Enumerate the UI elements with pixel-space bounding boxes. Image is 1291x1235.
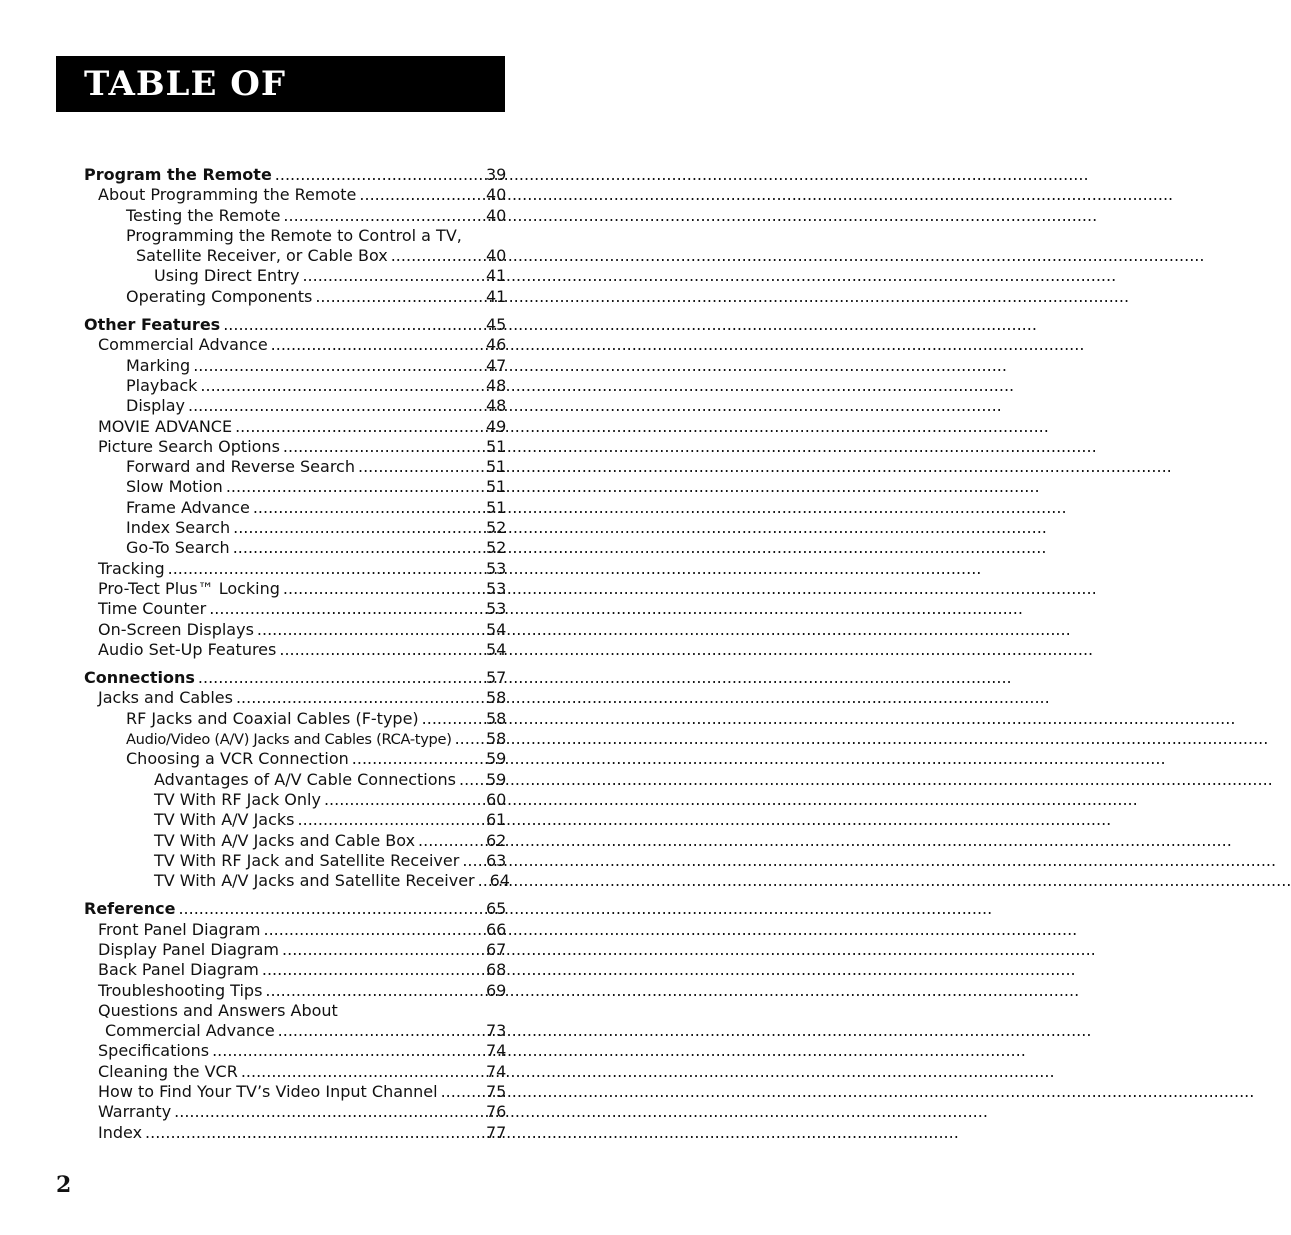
dot-leader [279,640,480,660]
toc-entry[interactable] [84,1021,505,1041]
dot-leader [391,246,480,266]
toc-page-number: 40 [486,185,507,205]
dot-leader [283,437,480,457]
toc-page-number: 73 [486,1021,507,1041]
toc-section [84,165,505,307]
dot-leader [226,477,480,497]
toc-entry[interactable] [84,335,505,355]
toc-page-number: 60 [486,789,507,809]
toc-entry[interactable] [84,266,505,286]
toc-entry-title: Front Panel Diagram [98,919,261,939]
toc-entry-title: Audio/Video (A/V) Jacks and Cables (RCA-type) [126,731,452,749]
toc-page-number: 41 [486,286,507,306]
toc-entry-title: Go-To Search [126,538,230,558]
toc-entry[interactable] [84,356,505,376]
dot-leader [145,1123,480,1143]
toc-entry[interactable] [84,871,510,891]
dot-leader [236,688,480,708]
toc-entry-title: Advantages of A/V Cable Connections [154,769,456,789]
toc-page-number: 51 [486,497,507,517]
toc-section [84,899,505,1143]
toc-page-number: 48 [486,396,507,416]
toc-section [84,315,505,660]
toc-entry[interactable] [84,457,505,477]
toc-entry[interactable] [84,287,505,307]
toc-entry[interactable] [84,1062,505,1082]
toc-entry-title: Commercial Advance [105,1021,275,1041]
dot-leader [359,185,480,205]
toc-entry[interactable] [84,640,505,660]
dot-leader [283,206,480,226]
toc-entry-title: Operating Components [126,286,313,306]
toc-page-number: 51 [486,477,507,497]
dot-leader [178,899,480,919]
toc-entry[interactable] [84,688,505,708]
toc-page-number: 65 [486,899,507,919]
toc-page-number: 68 [486,960,507,980]
toc-section-heading[interactable] [84,165,505,185]
toc-entry-title: On-Screen Displays [98,619,254,639]
toc-page-number: 59 [486,749,507,769]
toc-entry-title: Programming the Remote to Control a TV, [126,225,462,245]
toc-entry[interactable] [84,709,505,729]
toc-entry[interactable] [84,437,505,457]
toc-entry-title: Tracking [98,558,165,578]
toc-entry-title: Marking [126,355,191,375]
toc-entry-title: TV With A/V Jacks and Cable Box [154,830,416,850]
toc-entry-title: Cleaning the VCR [98,1061,238,1081]
toc-entry[interactable] [84,810,505,830]
dot-leader [455,729,480,749]
toc-page-number: 74 [486,1061,507,1081]
dot-leader [253,498,480,518]
toc-entry-title: Display Panel Diagram [98,939,280,959]
dot-leader [265,981,480,1001]
toc-entry-title: Index [98,1122,143,1142]
toc-page-number: 75 [486,1082,507,1102]
toc-page-number: 40 [486,205,507,225]
toc-entry[interactable] [84,851,505,871]
toc-section-heading[interactable] [84,899,505,919]
toc-entry[interactable] [84,559,505,579]
toc-page-number: 58 [486,708,507,728]
dot-leader [188,396,480,416]
toc-page-number: 53 [486,578,507,598]
toc-entry[interactable] [84,226,505,246]
toc-page-number: 59 [486,769,507,789]
toc-entry[interactable] [84,790,505,810]
toc-entry[interactable] [84,1041,505,1061]
toc-page-number: 39 [486,165,507,184]
toc-page-number: 45 [486,315,507,335]
dot-leader [257,620,480,640]
dot-leader [223,315,480,335]
toc-entry[interactable] [84,396,505,416]
toc-entry-title: Index Search [126,518,231,538]
dot-leader [233,538,480,558]
toc-entry[interactable] [84,940,505,960]
toc-page-number: 66 [486,919,507,939]
section-gap [84,891,505,899]
toc-entry-title: Choosing a VCR Connection [126,749,349,769]
dot-leader [282,940,480,960]
toc-entry[interactable] [84,518,505,538]
toc-page-number: 57 [486,668,507,688]
toc-entry-title: Frame Advance [126,497,250,517]
dot-leader [264,920,481,940]
toc-entry[interactable] [84,1123,505,1143]
table-of-contents [84,165,510,1143]
toc-entry-title: MOVIE ADVANCE [98,416,233,436]
toc-entry-title: Picture Search Options [98,436,280,456]
toc-entry[interactable] [84,831,505,851]
toc-entry-title: Other Features [84,315,221,335]
dot-leader [168,559,480,579]
toc-entry-title: Satellite Receiver, or Cable Box [136,246,388,266]
toc-entry[interactable] [84,1001,505,1021]
section-gap [84,660,505,668]
toc-entry[interactable] [84,770,505,790]
title-banner [56,56,505,160]
dot-leader [275,165,480,185]
toc-entry-title: Audio Set-Up Features [98,639,277,659]
toc-entry[interactable] [84,620,505,640]
dot-leader [233,518,480,538]
toc-page-number: 64 [489,871,510,891]
toc-page-number: 63 [486,850,507,870]
page-number: 2 [56,1172,72,1198]
toc-section-heading[interactable] [84,668,505,688]
toc-page-number: 40 [486,246,507,266]
dot-leader [441,1082,480,1102]
toc-entry[interactable] [84,960,505,980]
toc-page-number: 77 [486,1122,507,1142]
dot-leader [298,810,480,830]
toc-entry-title: TV With A/V Jacks and Satellite Receiver [154,871,475,891]
toc-page-number: 74 [486,1041,507,1061]
toc-entry-title: Back Panel Diagram [98,960,259,980]
toc-page-number: 76 [486,1102,507,1122]
toc-page-number: 49 [486,416,507,436]
toc-entry-title: How to Find Your TV’s Video Input Channel [98,1082,438,1102]
toc-page-number: 41 [486,266,507,286]
toc-entry-title: Forward and Reverse Search [126,457,355,477]
toc-entry[interactable] [84,1102,505,1122]
toc-entry-title: About Programming the Remote [98,185,357,205]
dot-leader [462,851,480,871]
toc-entry[interactable] [84,376,505,396]
dot-leader [278,1021,480,1041]
toc-page-number: 52 [486,538,507,558]
toc-page-number: 54 [486,639,507,659]
dot-leader [315,287,480,307]
dot-leader [478,871,484,891]
toc-entry[interactable] [84,498,505,518]
dot-leader [271,335,480,355]
toc-entry-title: Warranty [98,1102,172,1122]
dot-leader [262,960,480,980]
dot-leader [358,457,480,477]
toc-entry[interactable] [84,417,505,437]
toc-page-number: 46 [486,335,507,355]
toc-entry[interactable] [84,981,505,1001]
toc-entry-title: Jacks and Cables [98,688,233,708]
toc-page-number: 69 [486,980,507,1000]
toc-section [84,668,510,891]
toc-page-number: 51 [486,457,507,477]
toc-entry[interactable] [84,538,505,558]
dot-leader [209,599,480,619]
toc-page-number: 61 [486,810,507,830]
section-gap [84,307,505,315]
toc-entry-title: TV With RF Jack Only [154,789,321,809]
toc-page-number: 52 [486,518,507,538]
dot-leader [198,668,480,688]
toc-page-number: 62 [486,830,507,850]
toc-page-number: 58 [486,688,507,708]
toc-entry-title: Time Counter [98,599,207,619]
dot-leader [422,709,480,729]
toc-entry[interactable] [84,749,505,769]
dot-leader [193,356,480,376]
toc-entry-title: Testing the Remote [126,205,281,225]
toc-page-number: 51 [486,436,507,456]
toc-entry-title: Questions and Answers About [98,1000,338,1020]
toc-entry-title: Slow Motion [126,477,223,497]
toc-entry-title: Specifications [98,1041,210,1061]
toc-page-number: 54 [486,619,507,639]
dot-leader [302,266,480,286]
dot-leader [235,417,480,437]
dot-leader [459,770,480,790]
dot-leader [324,790,480,810]
dot-leader [241,1062,480,1082]
toc-page-number: 47 [486,355,507,375]
toc-entry[interactable] [84,920,505,940]
toc-entry[interactable] [84,729,505,749]
toc-page-number: 67 [486,939,507,959]
toc-page-number: 58 [486,729,507,749]
toc-entry[interactable] [84,477,505,497]
toc-entry-title: Program the Remote [84,165,272,184]
toc-entry-title: Commercial Advance [98,335,268,355]
toc-entry-title: Reference [84,899,176,919]
dot-leader [283,579,480,599]
toc-entry[interactable] [84,1082,505,1102]
dot-leader [212,1041,480,1061]
toc-entry-title: Connections [84,668,195,688]
toc-page-number: 53 [486,599,507,619]
dot-leader [352,749,480,769]
toc-entry-title: Pro-Tect Plus™ Locking [98,578,280,598]
toc-page-number: 53 [486,558,507,578]
dot-leader [200,376,480,396]
dot-leader [174,1102,480,1122]
toc-entry-title: Playback [126,375,198,395]
toc-entry[interactable] [84,579,505,599]
toc-entry[interactable] [84,185,505,205]
toc-entry[interactable] [84,246,505,266]
toc-entry-title: RF Jacks and Coaxial Cables (F-type) [126,708,419,728]
toc-page-number: 48 [486,375,507,395]
page-title: TABLE OF CONTENTS [84,64,312,160]
toc-entry[interactable] [84,206,505,226]
toc-entry-title: TV With A/V Jacks [154,810,295,830]
toc-entry-title: Troubleshooting Tips [98,980,263,1000]
toc-entry-title: TV With RF Jack and Satellite Receiver [154,850,460,870]
toc-entry[interactable] [84,599,505,619]
dot-leader [418,831,480,851]
toc-entry-title: Using Direct Entry [154,266,300,286]
toc-entry-title: Display [126,396,185,416]
toc-section-heading[interactable] [84,315,505,335]
